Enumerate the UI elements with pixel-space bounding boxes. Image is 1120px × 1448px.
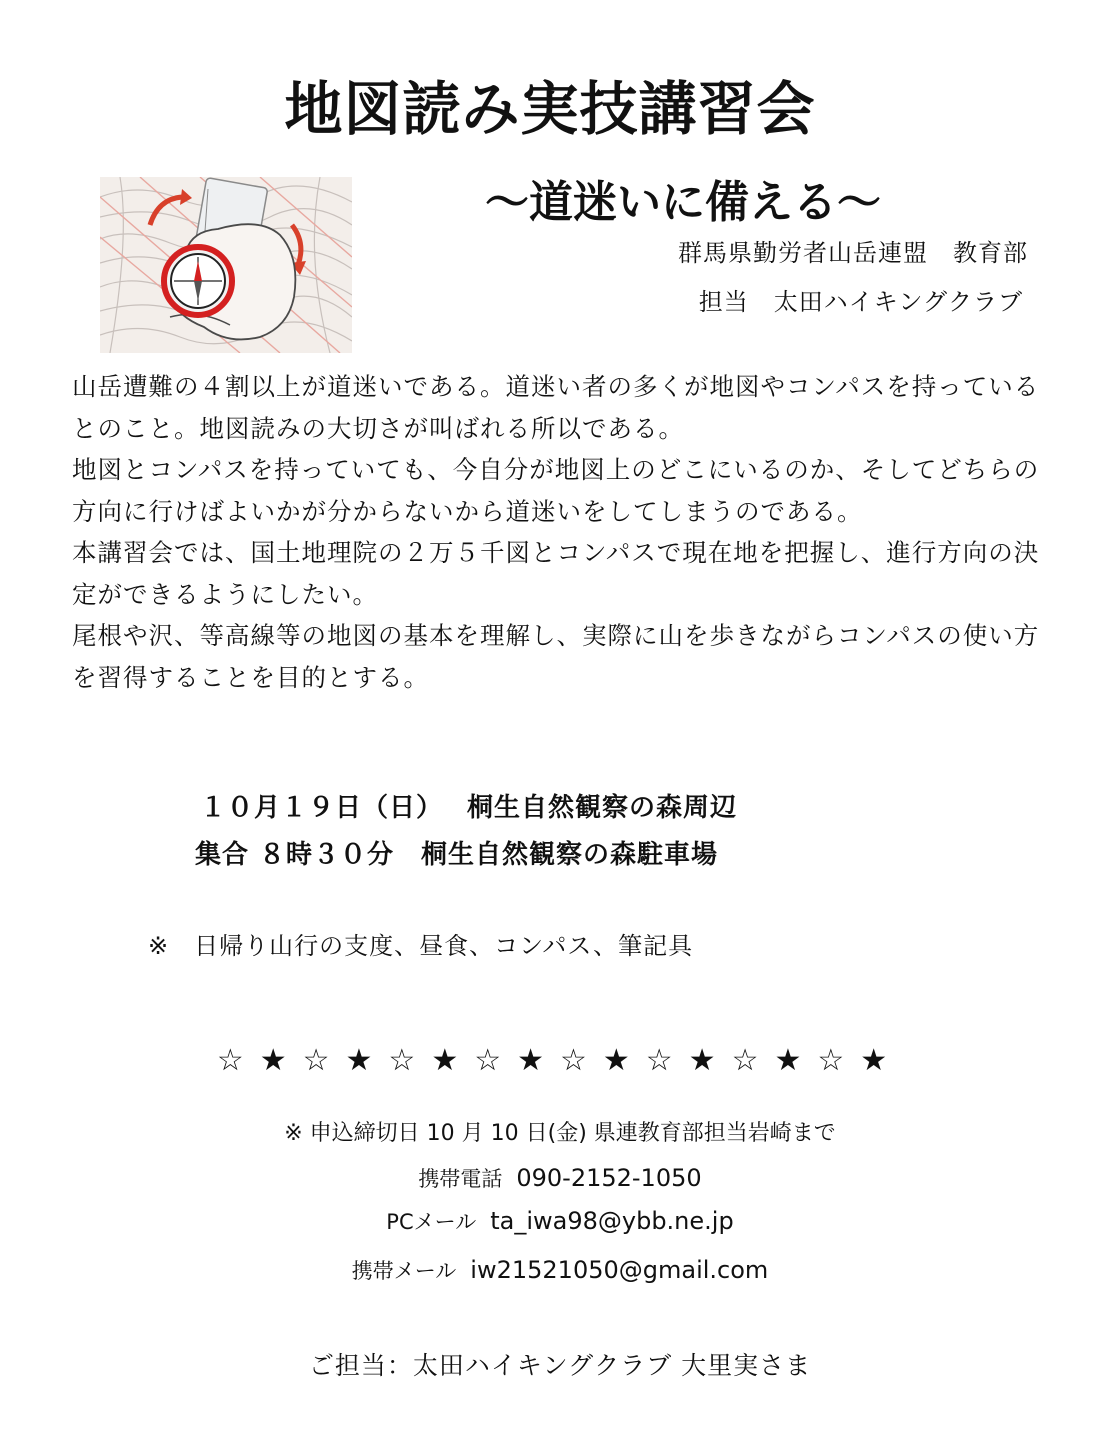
- paragraph: 尾根や沢、等高線等の地図の基本を理解し、実際に山を歩きながらコンパスの使い方を習得することを目的とする。: [72, 621, 1040, 692]
- application-deadline: ※ 申込締切日 10 月 10 日(金) 県連教育部担当岩崎まで: [284, 1121, 836, 1146]
- mobile-mail-address: iw21521050@gmail.com: [470, 1256, 769, 1284]
- description: [72, 366, 1062, 698]
- rotate-arrow-left: [150, 197, 182, 225]
- phone-number: 090-2152-1050: [516, 1164, 702, 1192]
- pc-mail-address: ta_iwa98@ybb.ne.jp: [490, 1207, 734, 1235]
- contact-pc-mail: [0, 1206, 1120, 1236]
- pc-mail-label: PCメール: [386, 1210, 477, 1234]
- paragraph: 山岳遭難の４割以上が道迷いである。道迷い者の多くが地図やコンパスを持っているとのこと。地図読みの大切さが叫ばれる所以である。: [72, 372, 1040, 443]
- meeting-info: 集合 ８時３０分 桐生自然観察の森駐車場: [195, 840, 719, 870]
- star-divider: ☆★☆★☆★☆★☆★☆★☆★☆★: [216, 1043, 904, 1078]
- contact-mobile-mail: [0, 1255, 1120, 1285]
- mobile-mail-label: 携帯メール: [351, 1259, 457, 1283]
- contact-person: ご担当：太田ハイキングクラブ 大里実さま: [308, 1351, 812, 1380]
- paragraph: 本講習会では、国土地理院の２万５千図とコンパスで現在地を把握し、進行方向の決定ができるようにしたい。: [72, 538, 1040, 609]
- compass-map-illustration: [100, 177, 352, 353]
- phone-label: 携帯電話: [418, 1167, 503, 1191]
- subtitle: ～道迷いに備える～: [485, 177, 881, 228]
- items-to-bring: ※ 日帰り山行の支度、昼食、コンパス、筆記具: [148, 932, 694, 960]
- event-date-location: １０月１９日（日） 桐生自然観察の森周辺: [200, 793, 738, 823]
- contact-phone: [0, 1163, 1120, 1193]
- page-title: 地図読み実技講習会: [284, 75, 816, 143]
- paragraph: 地図とコンパスを持っていても、今自分が地図上のどこにいるのか、そしてどちらの方向に行けばよいかが分からないから道迷いをしてしまうのである。: [72, 455, 1040, 526]
- organization: 群馬県勤労者山岳連盟 教育部: [678, 239, 1028, 267]
- in-charge: 担当 太田ハイキングクラブ: [698, 288, 1023, 316]
